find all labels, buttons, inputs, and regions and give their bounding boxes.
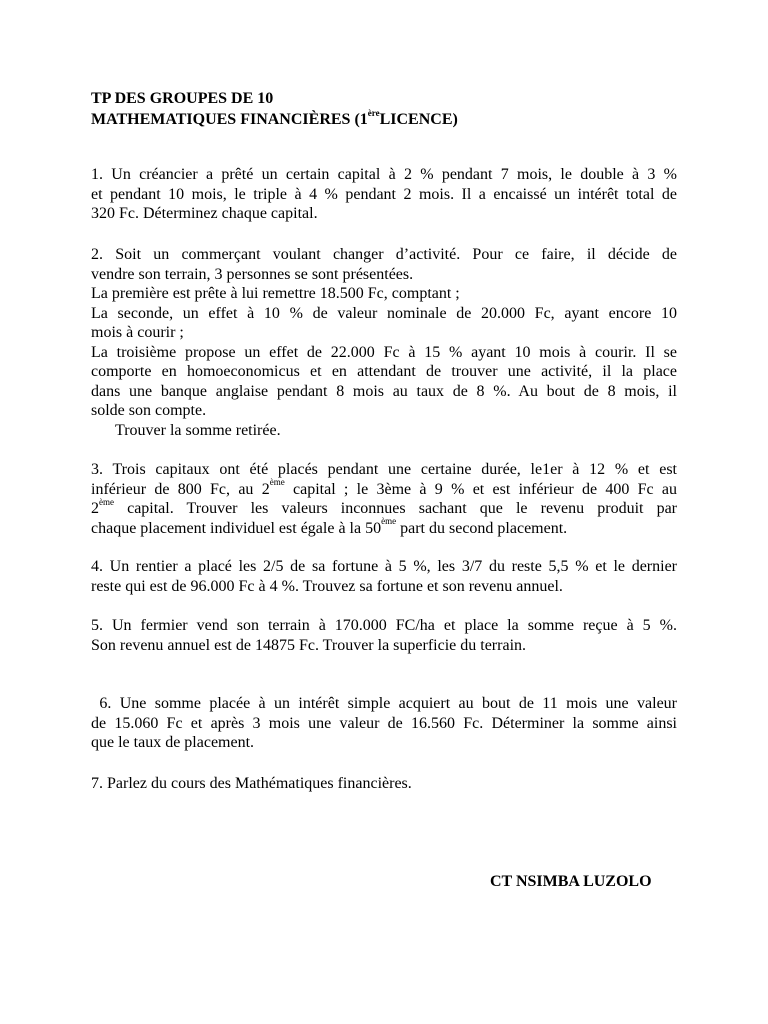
question-6-line: que le taux de placement.: [91, 734, 255, 751]
q3-text: capital. Trouver les valeurs inconnues sachant que le revenu produit par: [114, 500, 677, 517]
question-7-line: 7. Parlez du cours des Mathématiques financières.: [91, 775, 412, 792]
document-title: [91, 88, 458, 130]
question-6-line: 6. Une somme placée à un intérêt simple acquiert au bout de 11 mois une valeur: [91, 695, 677, 712]
question-3-line: [91, 516, 677, 539]
q3-superscript: ème: [99, 496, 114, 507]
question-2-line: Trouver la somme retirée.: [115, 421, 281, 439]
question-6: [91, 694, 677, 753]
question-2-line: mois à courir ;: [91, 324, 184, 341]
question-1: [91, 165, 677, 224]
question-4: [91, 557, 677, 596]
question-6-line: de 15.060 Fc et après 3 mois une valeur de 16.560 Fc. Déterminer la somme ainsi: [91, 714, 677, 732]
q3-text: inférieur de 800 Fc, au 2: [91, 480, 270, 498]
question-1-line: et pendant 10 mois, le triple à 4 % pendant 2 mois. Il a encaissé un intérêt total de: [91, 185, 677, 203]
question-3: [91, 460, 677, 538]
q3-superscript: ème: [269, 477, 285, 488]
question-2-line: comporte en homoeconomicus et en attendant de trouver une activité, il la place: [91, 363, 677, 380]
title-line-2-main: MATHEMATIQUES FINANCIÈRES (1: [91, 111, 368, 128]
question-4-line: reste qui est de 96.000 Fc à 4 %. Trouvez sa fortune et son revenu annuel.: [91, 577, 563, 595]
title-line-2-end: LICENCE): [379, 111, 458, 128]
question-2-line: vendre son terrain, 3 personnes se sont présentées.: [91, 265, 414, 283]
question-2-line: La seconde, un effet à 10 % de valeur nominale de 20.000 Fc, ayant encore 10: [91, 304, 677, 322]
q3-text: 2: [91, 500, 99, 517]
question-5-line: Son revenu annuel est de 14875 Fc. Trouver la superficie du terrain.: [91, 636, 527, 654]
question-2-line: 2. Soit un commerçant voulant changer d’activité. Pour ce faire, il décide de: [91, 246, 677, 263]
question-2-line: La première est prête à lui remettre 18.500 Fc, comptant ;: [91, 285, 460, 302]
title-line-2: [91, 109, 458, 130]
question-2-line: solde son compte.: [91, 402, 207, 419]
q3-superscript: ème: [381, 516, 397, 527]
question-3-line: 3. Trois capitaux ont été placés pendant une certaine durée, le1er à 12 % et est: [91, 461, 677, 478]
question-3-line: [91, 477, 678, 500]
signature: CT NSIMBA LUZOLO: [490, 873, 652, 890]
question-2: [91, 245, 677, 440]
question-2-line: dans une banque anglaise pendant 8 mois au taux de 8 %. Au bout de 8 mois, il: [91, 382, 677, 400]
title-line-1: TP DES GROUPES DE 10: [91, 90, 274, 107]
question-4-line: 4. Un rentier a placé les 2/5 de sa fortune à 5 %, les 3/7 du reste 5,5 % et le dernier: [91, 558, 677, 575]
question-1-line: 320 Fc. Déterminez chaque capital.: [91, 205, 318, 222]
question-1-line: 1. Un créancier a prêté un certain capital à 2 % pendant 7 mois, le double à 3 %: [91, 166, 677, 183]
question-5-line: 5. Un fermier vend son terrain à 170.000 FC/ha et place la somme reçue à 5 %.: [91, 617, 677, 634]
q3-text: chaque placement individuel est égale à la 50: [91, 519, 382, 537]
q3-text: part du second placement.: [396, 519, 568, 537]
question-7: [91, 774, 677, 794]
question-2-line: La troisième propose un effet de 22.000 Fc à 15 % ayant 10 mois à courir. Il se: [91, 343, 677, 361]
q3-text: capital ; le 3ème à 9 % et est inférieur de 400 Fc au: [284, 480, 678, 498]
question-5: [91, 616, 677, 655]
title-superscript: ère: [367, 107, 380, 118]
